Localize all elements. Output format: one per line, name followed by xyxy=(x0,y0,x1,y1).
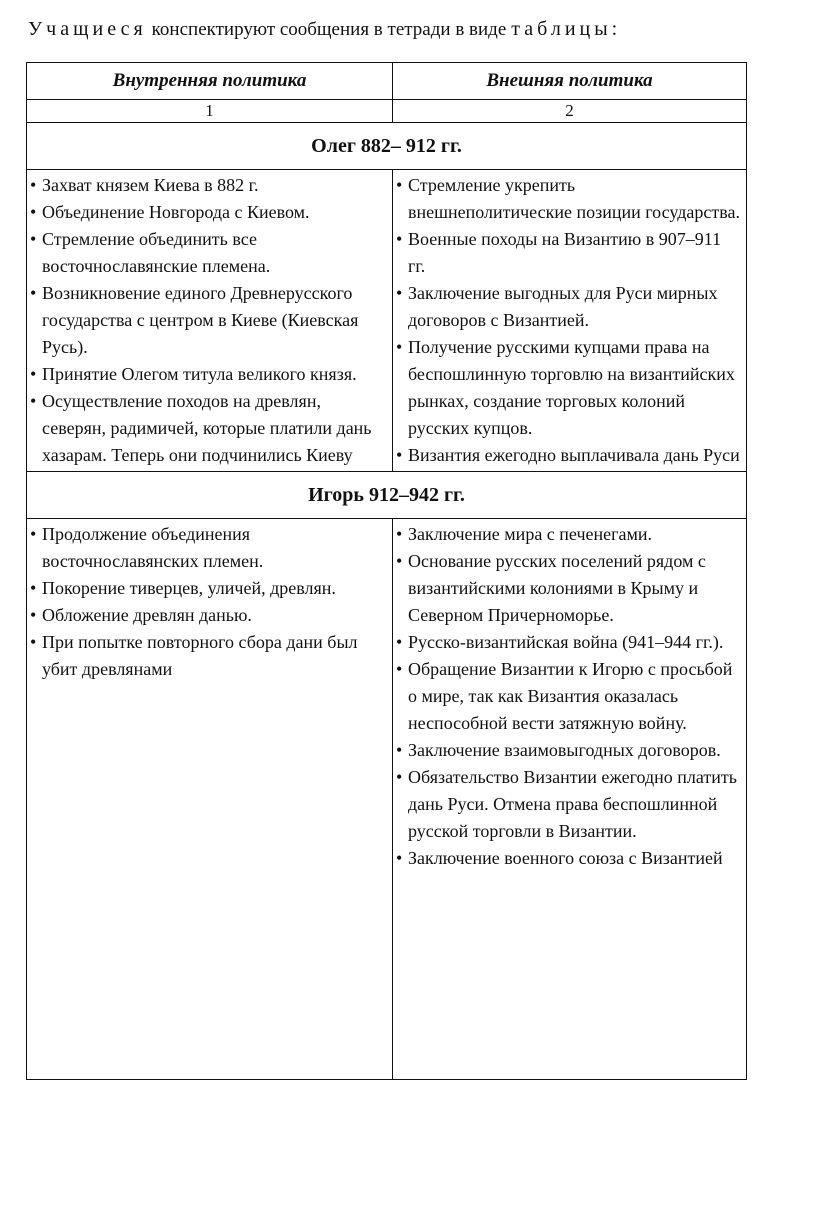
igor-internal-cell xyxy=(27,519,393,1080)
oleg-external-list xyxy=(393,170,746,471)
list-item: • Осуществление походов на древлян, северян, радимичей, которые платили дань хазарам. Теперь они подчинились Киеву xyxy=(29,388,388,469)
header-row xyxy=(27,63,747,100)
list-item: • Принятие Олегом титула великого князя. xyxy=(29,361,388,388)
igor-external-list xyxy=(393,519,746,874)
header-external-policy: Внешняя политика xyxy=(393,63,747,100)
intro-colon: : xyxy=(611,18,618,40)
intro-spaced-word-2: таблицы xyxy=(511,18,612,40)
list-item: • Возникновение единого Древнерусского государства с центром в Киеве (Киевская Русь). xyxy=(29,280,388,361)
list-item: • Византия ежегодно выплачивала дань Руси xyxy=(395,442,742,469)
igor-external-cell xyxy=(393,519,747,1080)
column-number-1: 1 xyxy=(27,100,393,123)
intro-spaced-word: Учащиеся xyxy=(28,18,147,40)
oleg-external-cell xyxy=(393,170,747,472)
section-row-igor xyxy=(27,472,747,519)
list-item: • Военные походы на Византию в 907–911 гг. xyxy=(395,226,742,280)
intro-sentence xyxy=(28,16,617,43)
list-item: • При попытке повторного сбора дани был убит древлянами xyxy=(29,629,388,683)
list-item: • Обложение древлян данью. xyxy=(29,602,388,629)
policy-table xyxy=(26,62,747,1080)
intro-text: конспектируют сообщения в тетради в виде xyxy=(151,19,507,40)
list-item: • Получение русскими купцами права на беспошлинную торговлю на византийских рынках, создание торговых колоний русских купцов. xyxy=(395,334,742,442)
section-title-oleg: Олег 882– 912 гг. xyxy=(27,123,747,170)
header-internal-policy: Внутренняя политика xyxy=(27,63,393,100)
list-item: • Обращение Византии к Игорю с просьбой о мире, так как Византия оказалась неспособной вести затяжную войну. xyxy=(395,656,742,737)
content-row-oleg xyxy=(27,170,747,472)
section-title-igor: Игорь 912–942 гг. xyxy=(27,472,747,519)
list-item: • Русско-византийская война (941–944 гг.). xyxy=(395,629,742,656)
list-item: • Покорение тиверцев, уличей, древлян. xyxy=(29,575,388,602)
list-item: • Заключение военного союза с Византией xyxy=(395,845,742,872)
column-number-2: 2 xyxy=(393,100,747,123)
list-item: • Заключение выгодных для Руси мирных договоров с Византией. xyxy=(395,280,742,334)
list-item: • Заключение взаимовыгодных договоров. xyxy=(395,737,742,764)
list-item: • Стремление укрепить внешнеполитические позиции государства. xyxy=(395,172,742,226)
oleg-internal-list xyxy=(27,170,392,471)
list-item: • Продолжение объединения восточнославянских племен. xyxy=(29,521,388,575)
list-item: • Заключение мира с печенегами. xyxy=(395,521,742,548)
igor-internal-list xyxy=(27,519,392,685)
list-item: • Обязательство Византии ежегодно платить дань Руси. Отмена права беспошлинной русской торговли в Византии. xyxy=(395,764,742,845)
oleg-internal-cell xyxy=(27,170,393,472)
content-row-igor xyxy=(27,519,747,1080)
list-item: • Стремление объединить все восточнославянские племена. xyxy=(29,226,388,280)
list-item: • Основание русских поселений рядом с византийскими колониями в Крыму и Северном Причерноморье. xyxy=(395,548,742,629)
section-row-oleg xyxy=(27,123,747,170)
list-item: • Объединение Новгорода с Киевом. xyxy=(29,199,388,226)
column-number-row xyxy=(27,100,747,123)
list-item: • Захват князем Киева в 882 г. xyxy=(29,172,388,199)
